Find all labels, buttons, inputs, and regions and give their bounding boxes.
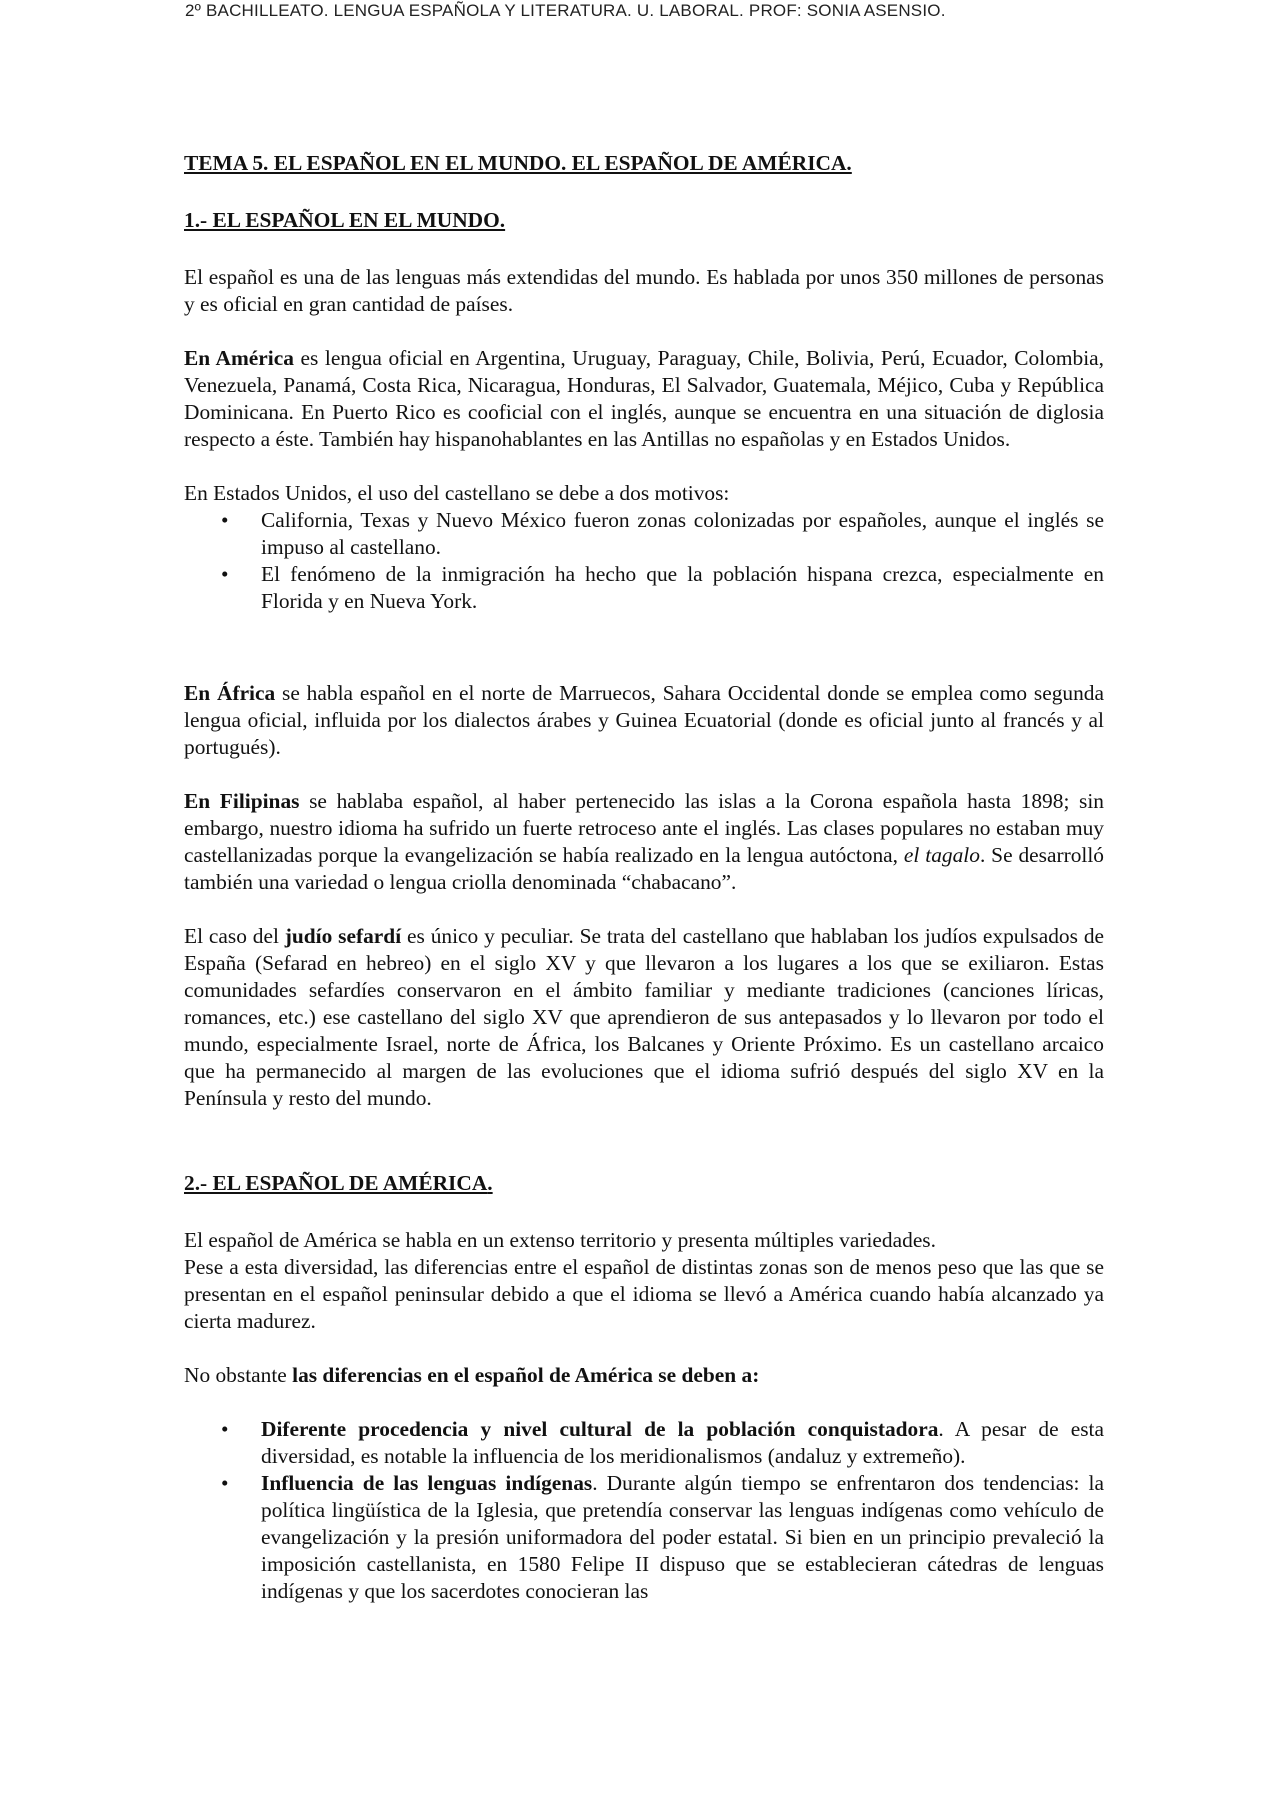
paragraph-sefardi: El caso del judío sefardí es único y peculiar. Se trata del castellano que hablaban los judíos expulsados de España (Sefarad en hebreo) en el siglo XV y que llevaron a los lugares a los que se exiliaron. Estas comunidades sefardíes conservaron en el ámbito familiar y mediante tradiciones (canciones líricas, romances, etc.) ese castellano del siglo XV que aprendieron de sus antepasados y lo llevaron por todo el mundo, especialmente Israel, norte de África, los Balcanes y Oriente Próximo. Es un castellano arcaico que ha permanecido al margen de las evoluciones que el idioma sufrió después del siglo XV en la Península y resto del mundo. xyxy=(184,924,1105,1110)
usa-bullet-list xyxy=(184,507,1104,615)
list-item: • California, Texas y Nuevo México fueron zonas colonizadas por españoles, aunque el inglés se impuso al castellano. xyxy=(221,508,1104,559)
paragraph-intro: El español es una de las lenguas más extendidas del mundo. Es hablada por unos 350 millones de personas y es oficial en gran cantidad de países. xyxy=(184,265,1104,316)
paragraph-differences-intro: No obstante las diferencias en el español de América se deben a: xyxy=(184,1363,760,1387)
paragraph-filipinas: En Filipinas se hablaba español, al haber pertenecido las islas a la Corona española hasta 1898; sin embargo, nuestro idioma ha sufrido un fuerte retroceso ante el inglés. Las clases populares no estaban muy castellanizadas porque la evangelización se había realizado en la lengua autóctona, el tagalo. Se desarrolló también una variedad o lengua criolla denominada “chabacano”. xyxy=(184,789,1105,894)
list-item: • Influencia de las lenguas indígenas. Durante algún tiempo se enfrentaron dos tendencias: la política lingüística de la Iglesia, que pretendía conservar las lenguas indígenas como vehículo de evangelización y la presión uniformadora del poder estatal. Si bien en un principio prevaleció la imposición castellanista, en 1580 Felipe II dispuso que se establecieran cátedras de lenguas indígenas y que los sacerdotes conocieran las xyxy=(221,1471,1104,1603)
paragraph-america: En América es lengua oficial en Argentina, Uruguay, Paraguay, Chile, Bolivia, Perú, Ecuador, Colombia, Venezuela, Panamá, Costa Rica, Nicaragua, Honduras, El Salvador, Guatemala, Méjico, Cuba y República Dominicana. En Puerto Rico es cooficial con el inglés, aunque se encuentra en una situación de diglosia respecto a éste. También hay hispanohablantes en las Antillas no españolas y en Estados Unidos. xyxy=(184,346,1105,451)
bullet-icon: • xyxy=(221,508,229,532)
list-item: • El fenómeno de la inmigración ha hecho que la población hispana crezca, especialmente en Florida y en Nueva York. xyxy=(221,562,1104,613)
section-2-heading: 2.- EL ESPAÑOL DE AMÉRICA. xyxy=(184,1171,493,1195)
paragraph-africa: En África se habla español en el norte de Marruecos, Sahara Occidental donde se emplea como segunda lengua oficial, influida por los dialectos árabes y Guinea Ecuatorial (donde es oficial junto al francés y al portugués). xyxy=(184,681,1104,759)
paragraph-diversity: Pese a esta diversidad, las diferencias entre el español de distintas zonas son de menos peso que las que se presentan en el español peninsular debido a que el idioma se llevó a América cuando había alcanzado ya cierta madurez. xyxy=(184,1255,1104,1333)
paragraph-america-variety: El español de América se habla en un extenso territorio y presenta múltiples variedades. xyxy=(184,1228,936,1252)
list-item: • Diferente procedencia y nivel cultural de la población conquistadora. A pesar de esta diversidad, es notable la influencia de los meridionalismos (andaluz y extremeño). xyxy=(221,1417,1104,1468)
document-body xyxy=(184,150,1104,1605)
page-header: 2º BACHILLEATO. LENGUA ESPAÑOLA Y LITERATURA. U. LABORAL. PROF: SONIA ASENSIO. xyxy=(185,1,946,20)
bullet-icon: • xyxy=(221,1417,229,1441)
paragraph-usa-intro: En Estados Unidos, el uso del castellano se debe a dos motivos: xyxy=(184,481,730,505)
differences-bullet-list xyxy=(184,1416,1104,1605)
document-title: TEMA 5. EL ESPAÑOL EN EL MUNDO. EL ESPAÑOL DE AMÉRICA. xyxy=(184,151,852,175)
bullet-icon: • xyxy=(221,562,229,586)
bullet-icon: • xyxy=(221,1471,229,1495)
section-1-heading: 1.- EL ESPAÑOL EN EL MUNDO. xyxy=(184,208,506,232)
